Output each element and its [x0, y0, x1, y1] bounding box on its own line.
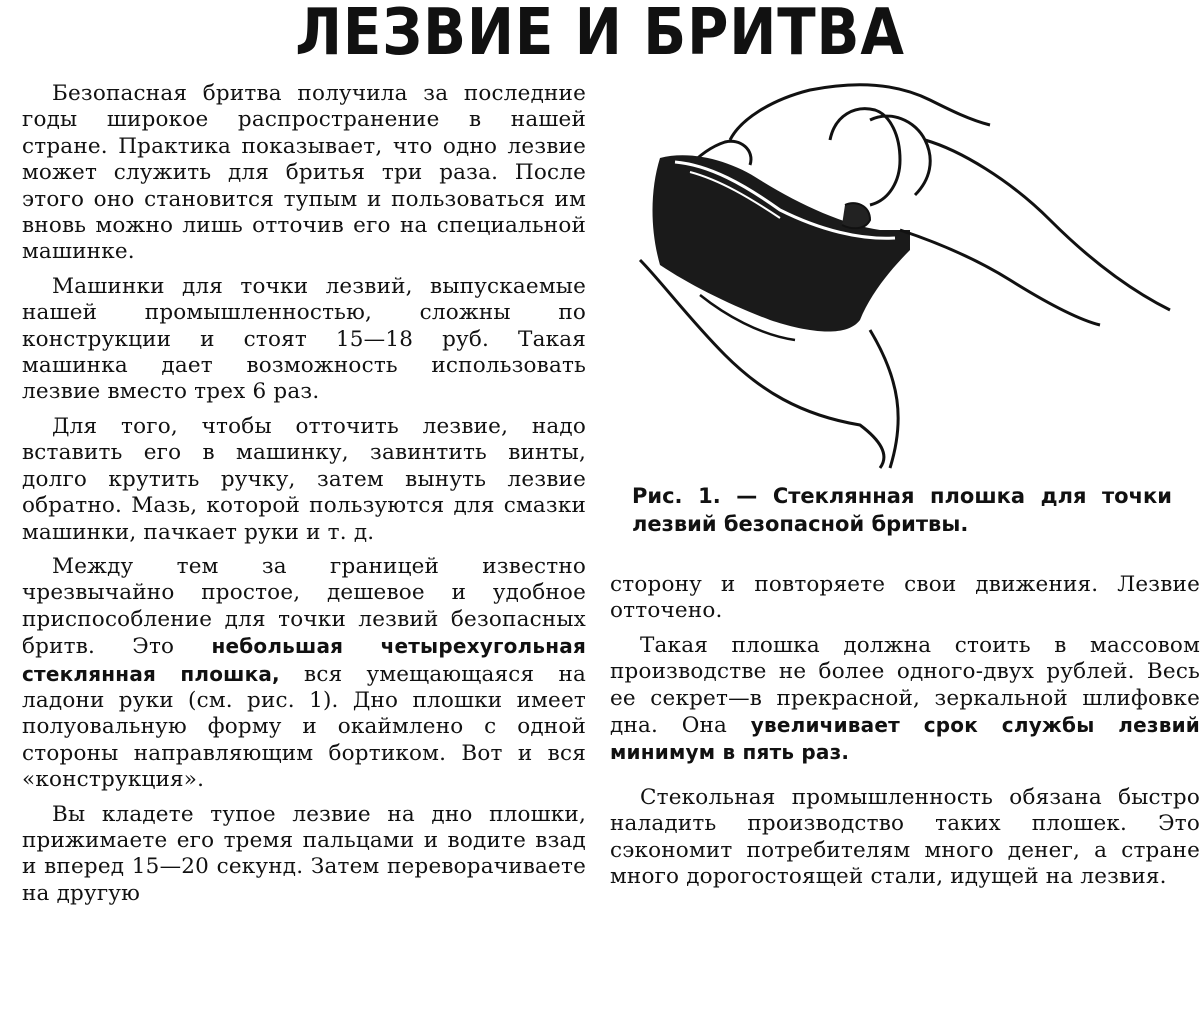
paragraph-2: Машинки для точки лезвий, выпускаемые нашей промышленностью, сложны по конструкции и стоят 15—18 руб. Такая машинка дает возможность использовать лезвие вместо трех 6 раз. [22, 273, 586, 405]
thumb-tip [842, 203, 870, 228]
wrist [870, 330, 898, 468]
paragraph-6: сторону и повторяете свои движения. Лезвие отточено. [610, 572, 1200, 624]
right-hand-thumb [900, 230, 1100, 325]
figure-hand-with-glass-dish [630, 80, 1190, 470]
paragraph-4-text-a: Между тем за границей известно чрезвычайно простое, дешевое и удобное приспособление для точки лезвий безопасных бритв. Это [22, 553, 586, 660]
paragraph-3: Для того, чтобы отточить лезвие, надо вставить его в машинку, завинтить винты, долго крутить ручку, затем вынуть лезвие обратно. Мазь, которой пользуются для смазки машинки, пачкает руки и т. д. [22, 413, 586, 545]
right-hand-back [925, 140, 1170, 310]
right-hand-finger-2 [830, 109, 900, 205]
article-title: ЛЕЗВИЕ И БРИТВА [295, 0, 905, 70]
paragraph-4-emphasis: небольшая четырехугольная стеклянная плошка, [22, 634, 586, 686]
glass-dish [653, 155, 911, 331]
paragraph-1: Безопасная бритва получила за последние годы широкое распространение в нашей стране. Практика показывает, что одно лезвие может служить для бритья три раза. После этого оно становится тупым и пользоваться им вновь можно лишь отточив его на специальной машинке. [22, 81, 586, 265]
right-hand-index [730, 85, 990, 140]
paragraph-7-emphasis: увеличивает срок службы лезвий минимум в пять раз. [610, 713, 1200, 765]
right-column [610, 572, 1200, 898]
paragraph-7 [610, 633, 1200, 767]
paragraph-5: Вы кладете тупое лезвие на дно плошки, прижимаете его тремя пальцами и водите взад и вперед 15—20 секунд. Затем переворачиваете на другую [22, 801, 586, 906]
paragraph-7-text: Такая плошка должна стоить в массовом производстве не более одного-двух рублей. Весь ее секрет—в прекрасной, зеркальной шлифовке дна. Она [610, 632, 1200, 739]
figure-caption: Рис. 1. — Стеклянная плошка для точки лезвий безопасной бритвы. [632, 484, 1172, 536]
paragraph-4 [22, 554, 586, 794]
paragraph-4-text-b: вся умещающаяся на ладони руки (см. рис. 1). Дно плошки имеет полуовальную форму и окаймлено с одной стороны направляющим бортиком. Вот и вся «конструкция». [22, 661, 586, 793]
left-column [22, 81, 586, 915]
paragraph-8: Стекольная промышленность обязана быстро наладить производство таких плошек. Это сэкономит потребителям много денег, а стране много дорогостоящей стали, идущей на лезвия. [610, 784, 1200, 890]
